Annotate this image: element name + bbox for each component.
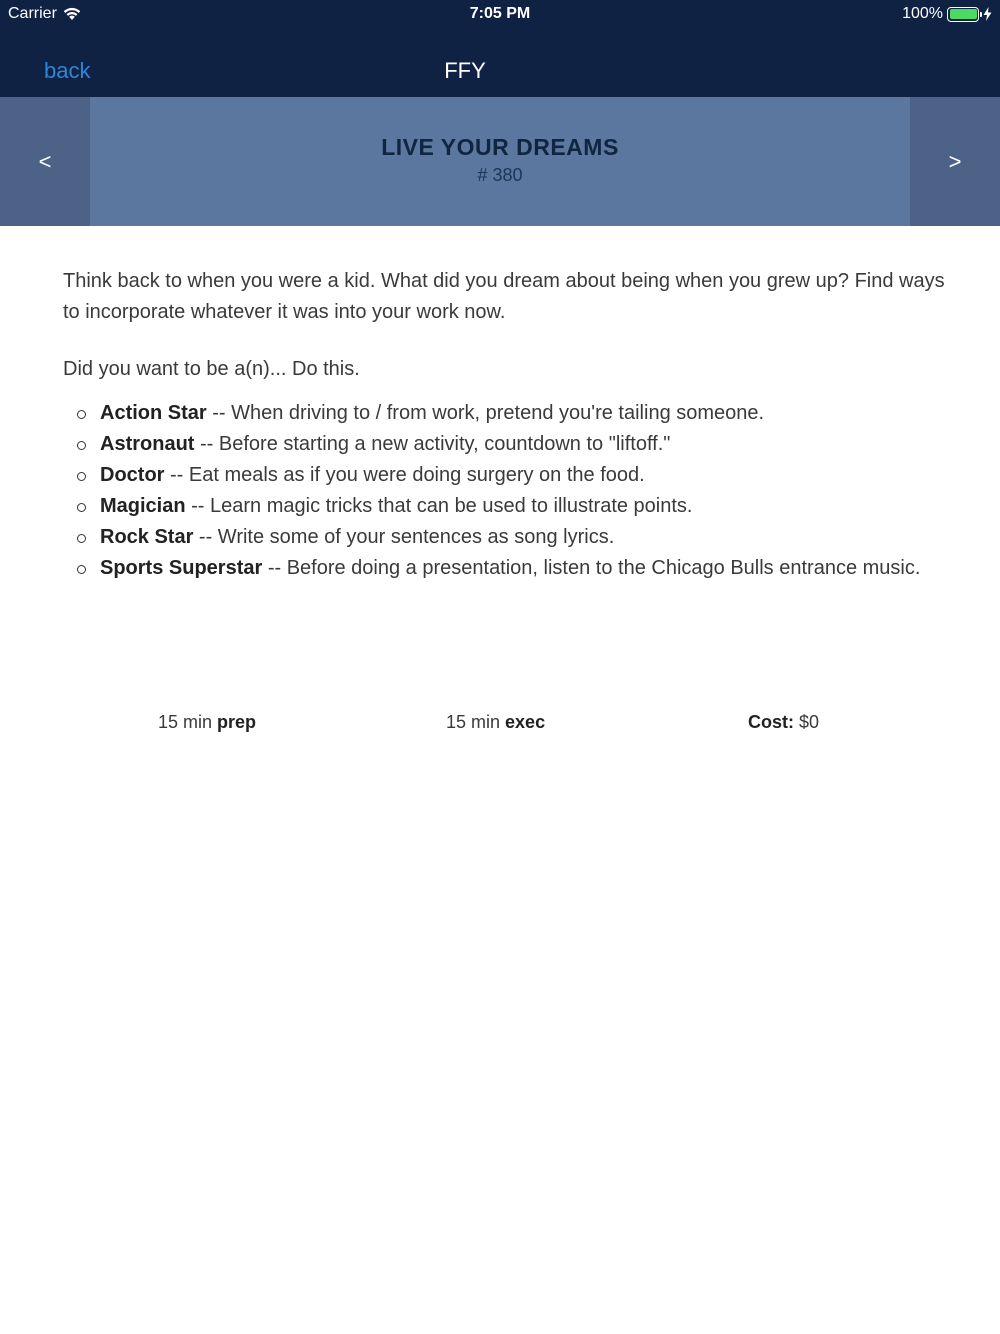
prep-time [158, 712, 256, 733]
role-description: -- Write some of your sentences as song lyrics. [193, 526, 615, 548]
exec-time-label: exec [505, 712, 546, 732]
stats-row [0, 712, 1000, 738]
cost-label: Cost: [748, 712, 794, 732]
status-bar [0, 0, 1000, 28]
role-label: Magician [100, 495, 186, 517]
list-item [75, 491, 963, 522]
role-description: -- Learn magic tricks that can be used to illustrate points. [185, 495, 693, 517]
list-item [75, 398, 963, 429]
status-right [902, 5, 992, 23]
bullet-icon [77, 503, 86, 512]
bullet-icon [77, 441, 86, 450]
prep-time-label: prep [217, 712, 257, 732]
list-item [75, 429, 963, 460]
lead-in-text: Did you want to be a(n)... Do this. [63, 358, 360, 380]
idea-title: LIVE YOUR DREAMS [381, 134, 619, 160]
exec-time-value: 15 min [446, 712, 506, 732]
battery-percent: 100% [902, 5, 943, 22]
exec-time [446, 712, 545, 733]
list-item [75, 553, 963, 584]
prep-time-value: 15 min [158, 712, 218, 732]
cost-value: $0 [794, 712, 820, 732]
role-label: Astronaut [100, 433, 195, 455]
idea-number: # 380 [477, 165, 523, 185]
idea-body [63, 266, 963, 584]
role-description: -- Eat meals as if you were doing surgery on the food. [164, 464, 645, 486]
role-description: -- Before doing a presentation, listen to the Chicago Bulls entrance music. [262, 557, 921, 579]
top-chrome [0, 0, 1000, 97]
previous-button[interactable]: < [0, 97, 90, 226]
bullet-icon [77, 534, 86, 543]
bullet-icon [77, 565, 86, 574]
intro-paragraph: Think back to when you were a kid. What did you dream about being when you grew up? Find ways to incorporate whatever it was into your work now. [63, 270, 945, 323]
role-label: Doctor [100, 464, 165, 486]
idea-header [0, 97, 1000, 226]
charging-bolt-icon [983, 7, 992, 21]
list-item [75, 460, 963, 491]
role-description: -- When driving to / from work, pretend you're tailing someone. [206, 402, 765, 424]
bullet-icon [77, 410, 86, 419]
back-button[interactable]: back [44, 58, 91, 83]
nav-bar [0, 40, 1000, 97]
role-label: Rock Star [100, 526, 194, 548]
role-label: Action Star [100, 402, 207, 424]
status-time: 7:05 PM [469, 5, 531, 22]
battery-icon [947, 7, 979, 22]
nav-title: FFY [444, 58, 486, 83]
bullet-icon [77, 472, 86, 481]
cost [748, 712, 819, 733]
battery-fill [950, 9, 977, 19]
list-item [75, 522, 963, 553]
next-button[interactable]: > [910, 97, 1000, 226]
role-label: Sports Superstar [100, 557, 263, 579]
role-description: -- Before starting a new activity, countdown to "liftoff." [194, 433, 671, 455]
carrier-label: Carrier [8, 5, 57, 22]
idea-list [75, 398, 963, 584]
